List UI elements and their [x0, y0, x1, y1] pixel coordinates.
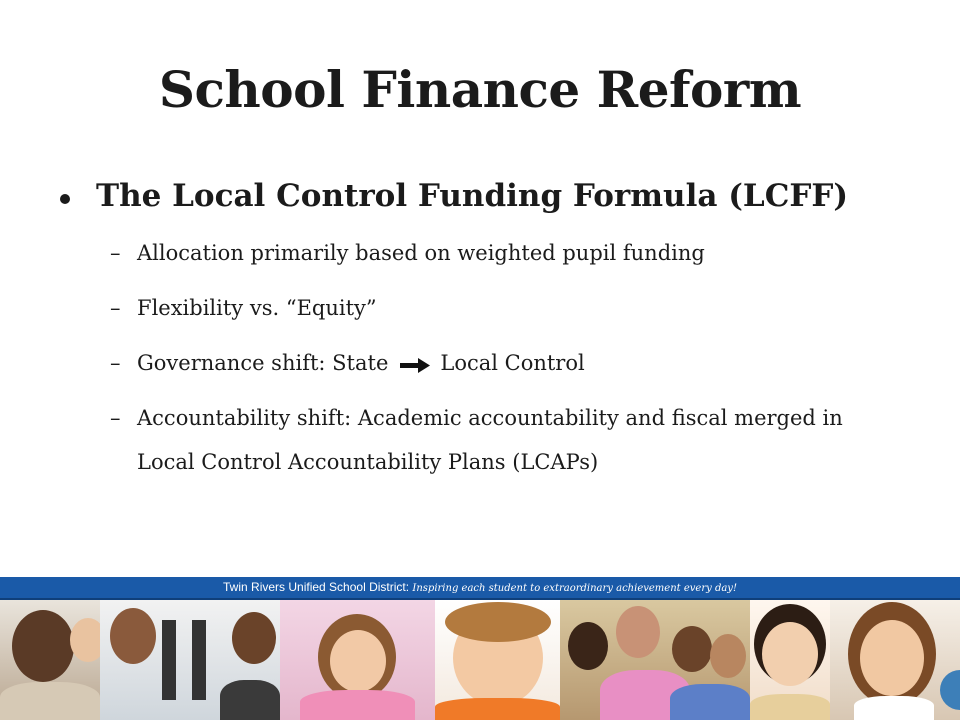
sub-bullet-dash: –	[110, 351, 121, 375]
student-photo	[750, 600, 830, 720]
right-arrow-icon	[400, 356, 430, 374]
governance-from: Governance shift: State	[137, 351, 389, 375]
student-photo	[100, 600, 280, 720]
governance-to: Local Control	[440, 351, 585, 375]
main-bullet-text: The Local Control Funding Formula (LCFF)	[96, 178, 849, 214]
student-photo	[560, 600, 750, 720]
slide-title: School Finance Reform	[158, 60, 802, 119]
student-photo	[830, 600, 960, 720]
student-photo-strip	[0, 600, 960, 720]
sub-bullet-dash: –	[110, 296, 121, 320]
sub-bullet-dash: –	[110, 406, 121, 430]
sub-bullet-text	[137, 351, 585, 375]
sub-bullet-dash: –	[110, 241, 121, 265]
bullet-dot	[60, 194, 70, 204]
student-photo	[280, 600, 435, 720]
sub-bullet-continuation: Local Control Accountability Plans (LCAPs)	[137, 450, 599, 474]
sub-bullet-text: Flexibility vs. “Equity”	[137, 296, 377, 320]
footer-tagline: Inspiring each student to extraordinary achievement every day!	[412, 583, 737, 594]
footer-bar	[0, 577, 960, 598]
student-photo	[435, 600, 560, 720]
footer-district: Twin Rivers Unified School District:	[223, 580, 413, 594]
sub-bullet-text: Allocation primarily based on weighted pupil funding	[137, 241, 705, 265]
sub-bullet-text: Accountability shift: Academic accountability and fiscal merged in	[137, 406, 843, 430]
student-photo	[0, 600, 100, 720]
